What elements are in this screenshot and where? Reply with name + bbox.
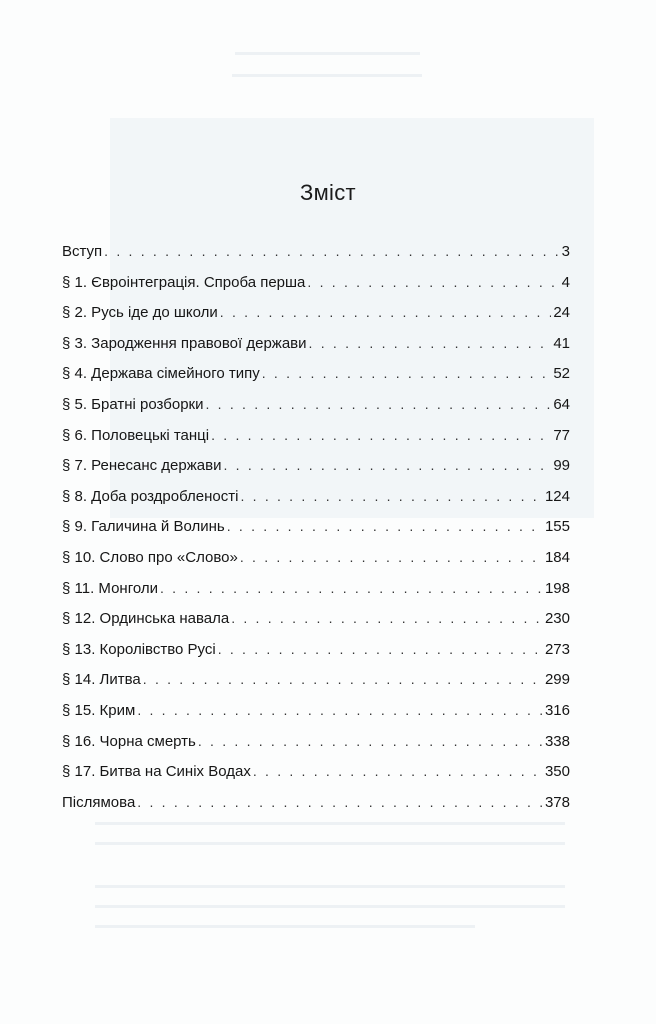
dot-leader — [143, 671, 543, 687]
toc-entry — [62, 763, 570, 794]
dot-leader — [231, 610, 543, 626]
toc-entry-title: § 14. Литва — [62, 671, 141, 689]
toc-entry — [62, 488, 570, 519]
toc-entry — [62, 457, 570, 488]
toc-entry-title: § 13. Королівство Русі — [62, 640, 216, 658]
show-through-line — [95, 842, 565, 845]
dot-leader — [218, 641, 543, 657]
toc-entry-title: Післямова — [62, 793, 136, 811]
dot-leader — [240, 488, 543, 504]
toc-entry-title: § 5. Братні розборки — [62, 395, 204, 413]
toc-entry — [62, 549, 570, 580]
toc-entry-title: § 2. Русь іде до школи — [62, 304, 218, 322]
toc-entry — [62, 641, 570, 672]
dot-leader — [137, 702, 543, 718]
show-through-line — [235, 52, 420, 55]
toc-entry-title: § 16. Чорна смерть — [62, 732, 196, 750]
toc-page-number: 99 — [553, 457, 570, 475]
toc-entry-title: § 4. Держава сімейного типу — [62, 365, 260, 383]
dot-leader — [137, 794, 543, 810]
toc-page-number: 378 — [544, 793, 570, 811]
toc-entry — [62, 671, 570, 702]
toc-entry — [62, 274, 570, 305]
toc-page-number: 41 — [553, 334, 570, 352]
toc-page-number: 24 — [553, 304, 570, 322]
toc-entry-title: § 10. Слово про «Слово» — [62, 548, 238, 566]
dot-leader — [253, 763, 543, 779]
toc-entry — [62, 396, 570, 427]
dot-leader — [220, 304, 552, 320]
toc-page-number: 273 — [544, 640, 570, 658]
show-through-line — [95, 885, 565, 888]
toc-entry — [62, 427, 570, 458]
toc-page-number: 316 — [544, 701, 570, 719]
toc-page-number: 350 — [544, 763, 570, 781]
dot-leader — [309, 335, 552, 351]
toc-page-number: 124 — [544, 487, 570, 505]
toc-entry-title: § 11. Монголи — [62, 579, 158, 597]
toc-entry-title: § 9. Галичина й Волинь — [62, 518, 225, 536]
toc-entry-title: § 1. Євроінтеграція. Спроба перша — [62, 273, 306, 291]
dot-leader — [205, 396, 551, 412]
toc-entry-title: § 7. Ренесанс держави — [62, 457, 222, 475]
toc-entry — [62, 702, 570, 733]
table-of-contents — [62, 243, 570, 824]
toc-page-number: 198 — [544, 579, 570, 597]
toc-page-number: 155 — [544, 518, 570, 536]
toc-entry — [62, 243, 570, 274]
toc-entry — [62, 610, 570, 641]
dot-leader — [240, 549, 543, 565]
dot-leader — [160, 580, 543, 596]
toc-entry-title: § 3. Зародження правової держави — [62, 334, 307, 352]
toc-page-number: 64 — [553, 395, 570, 413]
toc-entry-title: § 17. Битва на Синіх Водах — [62, 763, 251, 781]
page-title: Зміст — [300, 180, 356, 205]
toc-page-number: 230 — [544, 610, 570, 628]
toc-page-number: 3 — [561, 243, 570, 260]
show-through-line — [95, 905, 565, 908]
toc-page-number: 338 — [544, 732, 570, 750]
toc-entry — [62, 794, 570, 825]
toc-page-number: 77 — [553, 426, 570, 444]
toc-entry — [62, 365, 570, 396]
toc-entry — [62, 733, 570, 764]
toc-page-number: 52 — [553, 365, 570, 383]
dot-leader — [227, 518, 543, 534]
toc-entry — [62, 580, 570, 611]
dot-leader — [223, 457, 551, 473]
toc-entry — [62, 335, 570, 366]
toc-entry — [62, 518, 570, 549]
dot-leader — [262, 365, 552, 381]
show-through-line — [232, 74, 422, 77]
toc-page-number: 4 — [561, 273, 570, 291]
dot-leader — [211, 427, 551, 443]
toc-entry-title: Вступ — [62, 243, 103, 260]
toc-page-number: 184 — [544, 548, 570, 566]
dot-leader — [198, 733, 543, 749]
dot-leader — [307, 274, 559, 290]
toc-entry-title: § 15. Крим — [62, 701, 136, 719]
dot-leader — [104, 243, 559, 259]
toc-entry-title: § 12. Ординська навала — [62, 610, 230, 628]
toc-entry-title: § 8. Доба роздробленості — [62, 487, 239, 505]
show-through-line — [95, 925, 475, 928]
toc-entry-title: § 6. Половецькі танці — [62, 426, 210, 444]
toc-entry — [62, 304, 570, 335]
toc-page-number: 299 — [544, 671, 570, 689]
